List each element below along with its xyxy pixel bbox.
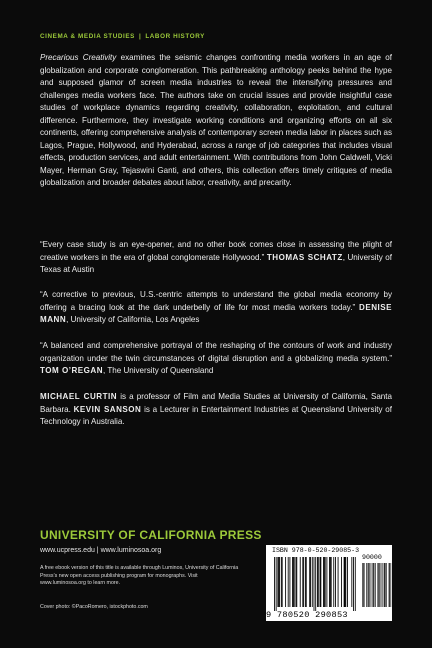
quote-author: THOMAS SCHATZ	[266, 252, 343, 262]
quote-text: “A balanced and comprehensive portrayal of the reshaping of the contours of work and industry organization under the twin circumstances of digital disruption and a globalizing media system.”	[40, 341, 392, 363]
addon-bar	[382, 563, 383, 607]
addon-bar	[391, 563, 392, 607]
addon-bar	[384, 563, 385, 607]
subject-labor-history: LABOR HISTORY	[145, 33, 205, 40]
barcode-bar	[294, 557, 295, 607]
barcode-bar	[292, 557, 293, 607]
addon-bar	[384, 563, 385, 607]
isbn-text: ISBN 978-0-520-29085-3	[272, 547, 360, 554]
addon-bar	[373, 563, 374, 607]
quote-affiliation: , University of California, Los Angeles	[66, 315, 200, 324]
addon-bar	[385, 563, 386, 607]
barcode-digits: 9 780520 290853	[266, 610, 348, 620]
barcode-bar	[305, 557, 306, 607]
barcode-bar	[324, 557, 325, 607]
publisher-name: UNIVERSITY OF CALIFORNIA PRESS	[40, 528, 262, 542]
bio-author-name: KEVIN SANSON	[73, 404, 142, 414]
publisher-urls: www.ucpress.edu | www.luminosoa.org	[40, 547, 162, 554]
barcode-bar	[285, 557, 286, 607]
barcode-bar	[300, 557, 301, 607]
endorsement-quote	[40, 340, 392, 378]
barcode-bar	[338, 557, 339, 607]
barcode-bar	[281, 557, 282, 607]
addon-bar	[374, 563, 375, 607]
barcode-bar	[274, 557, 275, 611]
barcode-bar	[278, 557, 279, 607]
barcode-bars	[266, 545, 392, 611]
barcode-bar	[303, 557, 304, 607]
barcode-bar	[312, 557, 313, 607]
barcode-bar	[296, 557, 297, 607]
barcode-bar	[344, 557, 345, 607]
addon-bar	[369, 563, 370, 607]
addon-bar	[381, 563, 382, 607]
barcode-bar	[318, 557, 319, 607]
barcode-bar	[329, 557, 330, 607]
subject-categories	[40, 33, 205, 40]
addon-bar	[389, 563, 390, 607]
barcode-bar	[351, 557, 352, 607]
endorsement-quote	[40, 289, 392, 327]
addon-bar	[371, 563, 372, 607]
barcode-bar	[355, 557, 356, 611]
barcode-bar	[317, 557, 318, 607]
barcode-bar	[314, 557, 315, 611]
addon-bar	[378, 563, 379, 607]
quote-affiliation: , The University of Queensland	[103, 366, 214, 375]
quote-author: DENISE MANN	[40, 302, 392, 324]
addon-bar	[373, 563, 374, 607]
author-bios	[40, 391, 392, 429]
barcode-bar	[302, 557, 303, 607]
bio-author-name: MICHAEL CURTIN	[40, 392, 118, 401]
barcode-bar	[296, 557, 297, 607]
subject-cinema-media: CINEMA & MEDIA STUDIES	[40, 33, 135, 40]
bio-text: is a professor of Film and Media Studies at University of California, Santa Barbara.	[40, 392, 392, 414]
isbn-barcode	[266, 545, 392, 621]
barcode-bar	[326, 557, 327, 607]
barcode-bar	[276, 557, 277, 611]
book-title: Precarious Creativity	[40, 53, 117, 62]
barcode-bar	[333, 557, 334, 607]
quote-text: “Every case study is an eye-opener, and no other book comes close in assessing the plight of creative workers in the era of global conglomerate Hollywood.”	[40, 240, 392, 262]
barcode-bar	[330, 557, 331, 607]
barcode-bar	[345, 557, 346, 607]
addon-bar	[386, 563, 387, 607]
barcode-bar	[331, 557, 332, 607]
book-description	[40, 52, 392, 190]
barcode-bar	[353, 557, 354, 611]
barcode-bar	[320, 557, 321, 607]
barcode-bar	[315, 557, 316, 611]
addon-bar	[363, 563, 364, 607]
price-addon-digits: 90000	[362, 554, 382, 561]
addon-bar	[368, 563, 369, 607]
barcode-bar	[347, 557, 348, 607]
barcode-bar	[293, 557, 294, 607]
barcode-bar	[282, 557, 283, 607]
description-text: examines the seismic changes confronting media workers in an age of globalization and corporate conglomeration. This pathbreaking anthology peeks behind the hype and supposed glamor of screen media industries to reveal the intensifying pressures and challenges media workers face. The authors take on crucial issues and provide insightful case studies of workplace dynamics regarding creativity, collaboration, exploitation, and cultural difference. Furthermore, they investigate working conditions and organizing efforts on all six continents, offering comprehensive analysis of contemporary screen media labor in places such as Lagos, Prague, Hollywood, and Hyderabad, across a range of job categories that includes visual effects, production services, and adult entertainment. With contributions from John Caldwell, Vicki Mayer, Herman Gray, Tejaswini Ganti, and others, this collection offers timely critiques of media globalization and broader debates about labor, creativity, and precarity.	[40, 53, 393, 187]
ebook-note: A free ebook version of this title is available through Luminos, University of California Press’s new open access publishing program for monographs. Visit www.luminosoa.org to learn more.	[40, 565, 239, 587]
barcode-bar	[288, 557, 289, 607]
addon-bar	[379, 563, 380, 607]
addon-bar	[364, 563, 365, 607]
barcode-bar	[341, 557, 342, 607]
barcode-bar	[323, 557, 324, 607]
barcode-bar	[310, 557, 311, 607]
quote-affiliation: , University of Texas at Austin	[40, 252, 393, 274]
quote-text: “A corrective to previous, U.S.-centric attempts to understand the global media economy by offering a bracing look at the dark underbelly of life for most media workers today.”	[40, 290, 392, 312]
barcode-bar	[289, 557, 290, 607]
addon-bar	[389, 563, 390, 607]
barcode-bar	[320, 557, 321, 607]
barcode-bar	[277, 557, 278, 607]
bio-text: is a Lecturer in Entertainment Industries at Queensland University of Technology in Australia.	[40, 404, 392, 426]
barcode-bar	[335, 557, 336, 607]
quote-author: TOM O’REGAN	[40, 366, 104, 375]
barcode-bar	[309, 557, 310, 607]
barcode-bar	[306, 557, 307, 607]
addon-bar	[368, 563, 369, 607]
addon-bar	[366, 563, 367, 607]
addon-bar	[362, 563, 363, 607]
subject-separator: |	[138, 33, 142, 40]
barcode-bar	[345, 557, 346, 607]
addon-bar	[375, 563, 376, 607]
addon-bar	[378, 563, 379, 607]
barcode-bar	[325, 557, 326, 607]
endorsement-quote	[40, 239, 392, 277]
barcode-bar	[279, 557, 280, 607]
photo-credit: Cover photo: ©PacoRomero, istockphoto.com	[40, 604, 148, 610]
